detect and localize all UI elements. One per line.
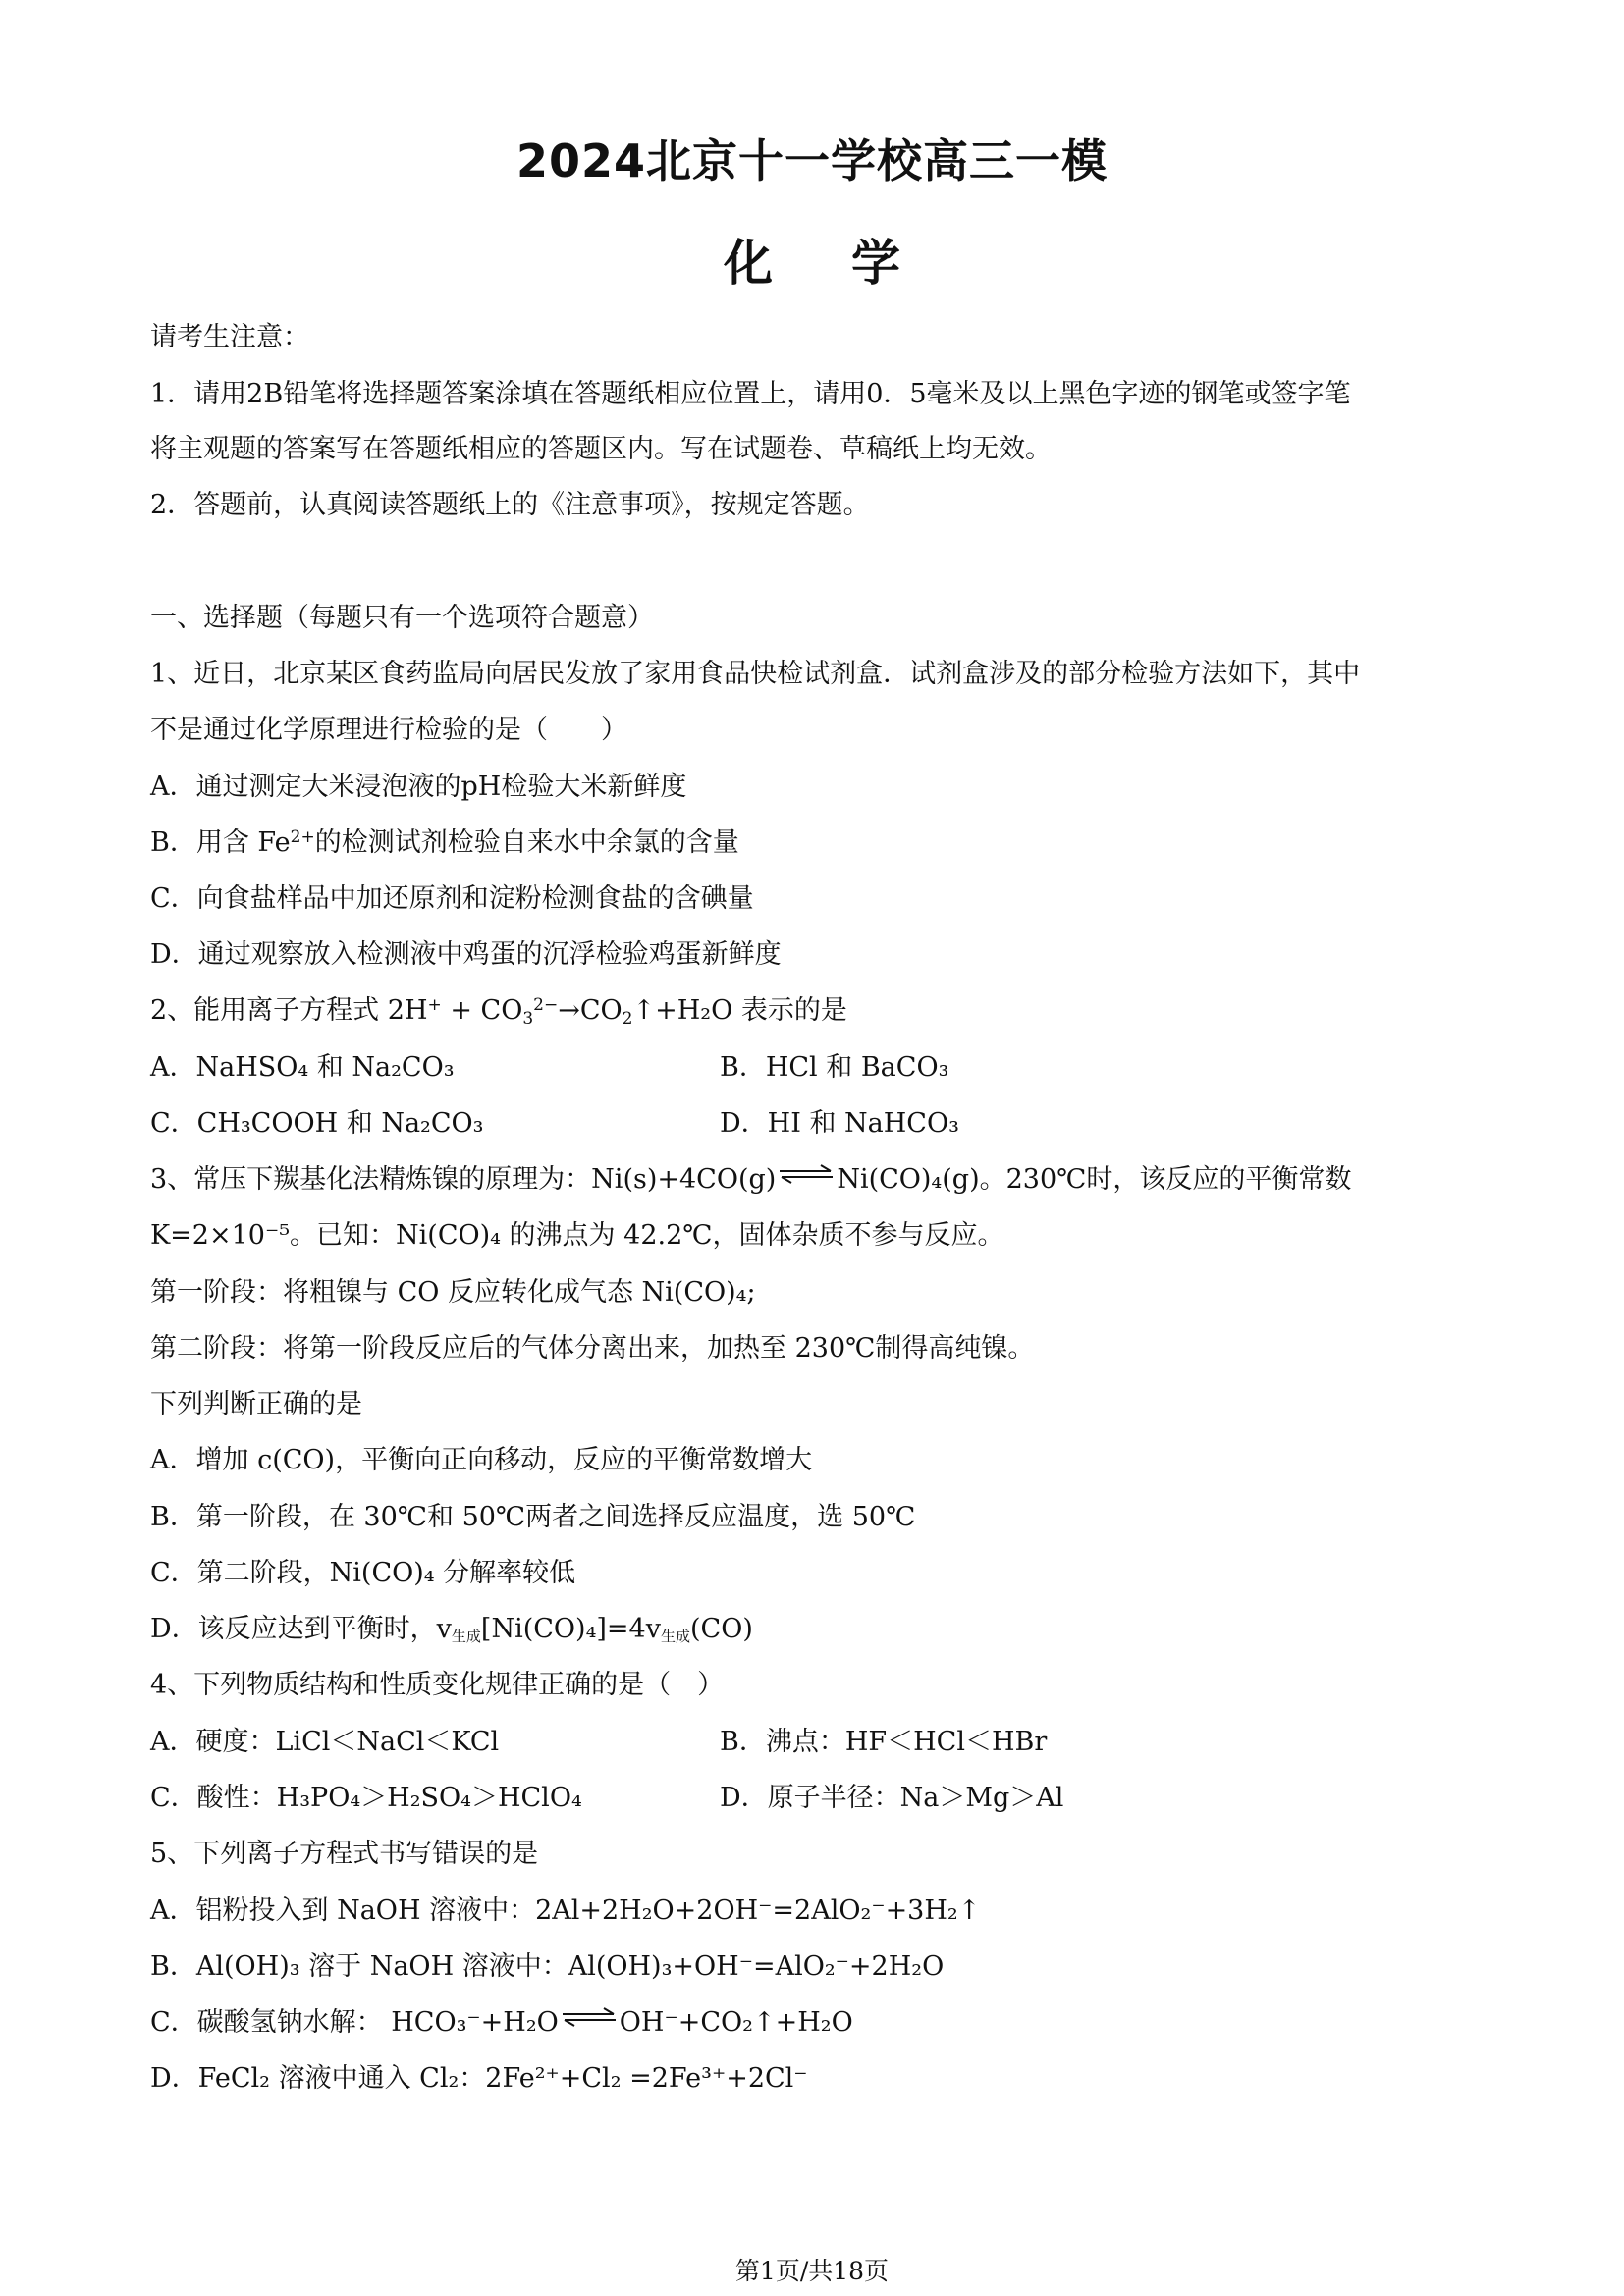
q3-stem-line1 bbox=[150, 1162, 1351, 1198]
q1-stem-line2: 不是通过化学原理进行检验的是（ ） bbox=[150, 715, 627, 745]
notice-item1-line2: 将主观题的答案写在答题纸相应的答题区内。写在试题卷、草稿纸上均无效。 bbox=[150, 434, 1052, 464]
q1-option-d: D．通过观察放入检测液中鸡蛋的沉浮检验鸡蛋新鲜度 bbox=[150, 939, 782, 970]
q5-option-b: B．Al(OH)₃ 溶于 NaOH 溶液中：Al(OH)₃+OH⁻=AlO₂⁻+2H₂O bbox=[150, 1951, 945, 1982]
q5-option-a: A．铝粉投入到 NaOH 溶液中：2Al+2H₂O+2OH⁻=2AlO₂⁻+3H₂↑ bbox=[150, 1896, 981, 1926]
q5-option-c-pre: C．碳酸氢钠水解： HCO₃⁻+H₂O bbox=[150, 2007, 559, 2038]
q2-stem-post: ↑+H₂O 表示的是 bbox=[632, 995, 847, 1026]
q3-stem-pre: 3、常压下羰基化法精炼镍的原理为：Ni(s)+4CO(g) bbox=[150, 1164, 777, 1195]
q2-stem-sub1: 3 bbox=[522, 1009, 534, 1029]
q3-prompt: 下列判断正确的是 bbox=[150, 1389, 362, 1419]
q2-stem-sup1: + bbox=[427, 995, 442, 1015]
q3-stem-line2: K=2×10⁻⁵。已知：Ni(CO)₄ 的沸点为 42.2℃，固体杂质不参与反应。 bbox=[150, 1220, 1004, 1251]
q3-option-d-sub1: 生成 bbox=[451, 1628, 481, 1645]
q2-stem-pre: 2、能用离子方程式 2H bbox=[150, 995, 428, 1026]
q3-option-d-sub2: 生成 bbox=[661, 1628, 691, 1645]
q2-option-a: A．NaHSO₄ 和 Na₂CO₃ bbox=[150, 1052, 455, 1083]
q3-option-b: B．第一阶段，在 30℃和 50℃两者之间选择反应温度，选 50℃ bbox=[150, 1502, 916, 1532]
q2-stem-sub2: 2 bbox=[622, 1009, 633, 1029]
equilibrium-arrow-icon bbox=[778, 1164, 835, 1184]
q5-option-c-post: OH⁻+CO₂↑+H₂O bbox=[619, 2007, 853, 2038]
section-heading: 一、选择题（每题只有一个选项符合题意） bbox=[150, 603, 654, 633]
q1-option-b-sup: 2+ bbox=[290, 828, 315, 847]
q5-option-c bbox=[150, 2005, 853, 2041]
notice-heading: 请考生注意： bbox=[150, 322, 309, 352]
q1-option-c: C．向食盐样品中加还原剂和淀粉检测食盐的含碘量 bbox=[150, 883, 754, 914]
q2-stem bbox=[150, 993, 847, 1029]
q4-option-d: D．原子半径：Na＞Mg＞Al bbox=[720, 1783, 1064, 1813]
equilibrium-arrow-icon bbox=[561, 2007, 618, 2027]
q4-stem: 4、下列物质结构和性质变化规律正确的是（ ） bbox=[150, 1670, 725, 1700]
q4-option-b: B．沸点：HF＜HCl＜HBr bbox=[720, 1727, 1048, 1757]
q3-option-d bbox=[150, 1612, 753, 1647]
q2-option-b: B．HCl 和 BaCO₃ bbox=[720, 1052, 949, 1083]
q5-stem: 5、下列离子方程式书写错误的是 bbox=[150, 1839, 539, 1869]
notice-item1-line1: 1．请用2B铅笔将选择题答案涂填在答题纸相应位置上，请用0．5毫米及以上黑色字迹的钢笔或签字笔 bbox=[150, 379, 1351, 409]
q4-option-a: A．硬度：LiCl＜NaCl＜KCl bbox=[150, 1727, 500, 1757]
q2-stem-mid1: + CO bbox=[441, 995, 523, 1026]
q2-option-c: C．CH₃COOH 和 Na₂CO₃ bbox=[150, 1108, 484, 1139]
subject-title: 化学 bbox=[724, 235, 979, 292]
q3-stage2: 第二阶段：将第一阶段反应后的气体分离出来，加热至 230℃制得高纯镍。 bbox=[150, 1333, 1035, 1363]
q1-stem-line1: 1、近日，北京某区食药监局向居民发放了家用食品快检试剂盒．试剂盒涉及的部分检验方法如下，其中 bbox=[150, 659, 1361, 689]
q3-option-d-pre: D．该反应达到平衡时，v bbox=[150, 1614, 452, 1644]
page-number: 第1页/共18页 bbox=[734, 2257, 890, 2285]
q1-option-b bbox=[150, 826, 739, 861]
q2-stem-mid2: →CO bbox=[558, 995, 623, 1026]
q2-option-d: D．HI 和 NaHCO₃ bbox=[720, 1108, 959, 1139]
q1-option-b-pre: B．用含 Fe bbox=[150, 828, 291, 858]
q1-option-a: A．通过测定大米浸泡液的pH检验大米新鲜度 bbox=[150, 772, 687, 802]
q2-stem-sup2: 2− bbox=[533, 995, 559, 1015]
q3-option-a: A．增加 c(CO)，平衡向正向移动，反应的平衡常数增大 bbox=[150, 1445, 813, 1475]
q3-option-d-mid: [Ni(CO)₄]=4v bbox=[480, 1614, 661, 1644]
q4-option-c: C．酸性：H₃PO₄＞H₂SO₄＞HClO₄ bbox=[150, 1783, 582, 1813]
q3-option-c: C．第二阶段，Ni(CO)₄ 分解率较低 bbox=[150, 1558, 576, 1588]
exam-title: 2024北京十一学校高三一模 bbox=[515, 134, 1109, 187]
q3-stage1: 第一阶段：将粗镍与 CO 反应转化成气态 Ni(CO)₄; bbox=[150, 1277, 756, 1308]
q3-stem-post: Ni(CO)₄(g)。230℃时，该反应的平衡常数 bbox=[837, 1164, 1352, 1195]
q1-option-b-post: 的检测试剂检验自来水中余氯的含量 bbox=[314, 828, 739, 858]
notice-item2: 2．答题前，认真阅读答题纸上的《注意事项》，按规定答题。 bbox=[150, 490, 870, 520]
q5-option-d: D．FeCl₂ 溶液中通入 Cl₂：2Fe²⁺+Cl₂ =2Fe³⁺+2Cl⁻ bbox=[150, 2063, 808, 2094]
q3-option-d-post: (CO) bbox=[690, 1614, 753, 1644]
